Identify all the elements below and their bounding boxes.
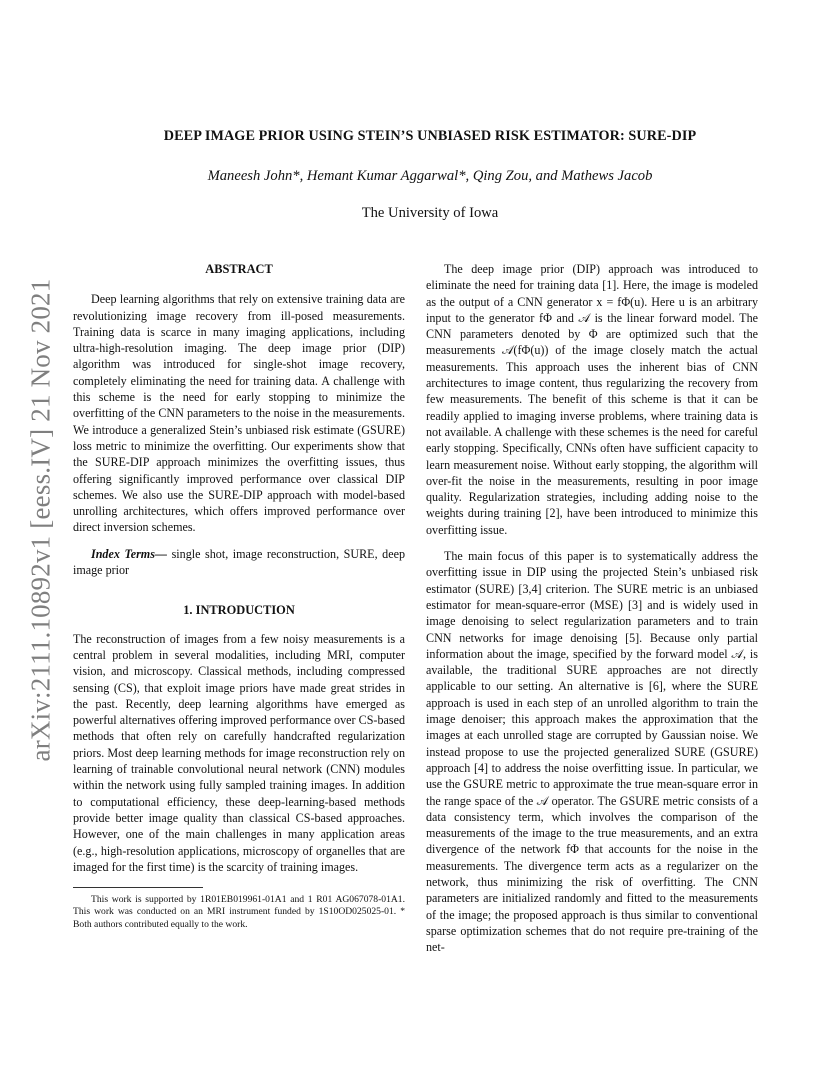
introduction-heading: 1. INTRODUCTION bbox=[183, 603, 295, 618]
arxiv-identifier bbox=[24, 280, 58, 760]
introduction-paragraph: The reconstruction of images from a few noisy measurements is a central problem in several modalities, including MRI, computer vision, and microscopy. Classical methods, including compressed sensing (CS), that exploit image priors have made great strides in the past. Recently, deep learning algorithms have emerged as powerful alternatives offering improved performance over CS-based methods that often rely on carefully handcrafted regularization priors. Most deep learning methods for image reconstruction rely on learning of trainable convolutional neural network (CNN) modules within the network using fully sampled training images. In addition to computational efficiency, these deep-learning-based methods provide better image quality than classical CS-based approaches. However, one of the main challenges in many application areas (e.g., high-resolution applications, microscopy of organelles that are imaged for the first time) is the scarcity of training images. bbox=[73, 631, 405, 874]
index-terms-label: Index Terms— bbox=[91, 546, 168, 561]
author-list: Maneesh John*, Hemant Kumar Aggarwal*, Qing Zou, and Mathews Jacob bbox=[207, 168, 653, 184]
abstract-heading: ABSTRACT bbox=[205, 262, 273, 276]
abstract-text: Deep learning algorithms that rely on extensive training data are revolutionizing image recovery from ill-posed measurements. Training data is scarce in many imaging applications, including ultra-high-resolution imaging. The deep image prior (DIP) algorithm was introduced for single-shot image recovery, completely eliminating the need for training data. A challenge with this scheme is the need for early stopping to minimize the overfitting of the CNN parameters to the noise in the measurements. We introduce a generalized Stein’s unbiased risk estimate (GSURE) loss metric to minimize the overfitting. Our experiments show that the SURE-DIP approach minimizes the overfitting issues, thus offering significantly improved performance over classical DIP schemes. We also use the SURE-DIP approach with model-based unrolling architectures, which offers improved performance over direct inversion schemes. bbox=[73, 292, 405, 535]
right-column bbox=[426, 261, 758, 955]
left-column bbox=[73, 261, 405, 931]
footnote: This work is supported by 1R01EB019961-01A1 and 1 R01 AG067078-01A1. This work was conducted on an MRI instrument funded by 1S10OD025025-01. * Both authors contributed equally to the work. bbox=[73, 894, 405, 930]
focus-paragraph: The main focus of this paper is to systematically address the overfitting issue in DIP using the projected Stein’s unbiased risk estimator (SURE) [3,4] criterion. The SURE metric is an unbiased estimator for mean-square-error (MSE) [3] and is widely used in image denoising to select regularization parameters and to train CNN networks for image denoising [5]. Because only partial information about the image, specified by the forward model 𝒜, is available, the traditional SURE approaches are not directly applicable to our setting. An alternative is [6], where the SURE approach is used in each step of an unrolled algorithm to train the image denoiser; this approach makes the approximation that the images at each unrolled stage are corrupted by Gaussian noise. We instead propose to use the projected generalized SURE (GSURE) approach [4] to address the noise overfitting issue. In particular, we use the GSURE metric to approximate the true mean-square error in the range space of the 𝒜 operator. The GSURE metric consists of a data consistency term, which involves the comparison of the measurements of the image to the true measurements, and an extra divergence of the network fΦ that accounts for the noise in the measurements. The divergence term acts as a regularizer on the network, thus minimizing the risk of overfitting. The CNN parameters are initialized randomly and fitted to the measurements of the image; the proposed approach is thus similar to conventional sparse optimization schemes that do not require pre-training of the net- bbox=[426, 549, 758, 955]
index-terms bbox=[73, 546, 405, 579]
arxiv-identifier-text: arXiv:2111.10892v1 [eess.IV] 21 Nov 2021 bbox=[25, 278, 56, 762]
affiliation: The University of Iowa bbox=[361, 205, 499, 221]
index-terms-text: single shot, image reconstruction, SURE, deep image prior bbox=[73, 546, 405, 578]
spacer bbox=[426, 538, 758, 548]
spacer bbox=[73, 536, 405, 546]
footnote-rule bbox=[73, 887, 203, 888]
dip-paragraph: The deep image prior (DIP) approach was introduced to eliminate the need for training data [1]. Here, the image is modeled as the output of a CNN generator x = fΦ(u). Here u is an arbitrary input to the generator fΦ and 𝒜 is the linear forward model. The CNN parameters denoted by Φ are optimized such that the measurements 𝒜(fΦ(u)) of the image closely match the actual measurements. This approach uses the inherent bias of CNN architectures to image content, thus regularizing the recovery from few measurements. The benefit of this scheme is that it can be readily applied to imaging inverse problems, where training data is not available. A challenge with these schemes is the need for careful early stopping. Specifically, CNNs often have sufficient capacity to learn measurement noise. Without early stopping, the algorithm will over-fit the noise in the measurements, resulting in poor image quality. Regularization strategies, including adding noise to the weights during training [2], have been introduced to minimize this overfitting issue. bbox=[426, 262, 758, 537]
paper-title: DEEP IMAGE PRIOR USING STEIN’S UNBIASED RISK ESTIMATOR: SURE-DIP bbox=[163, 128, 697, 144]
